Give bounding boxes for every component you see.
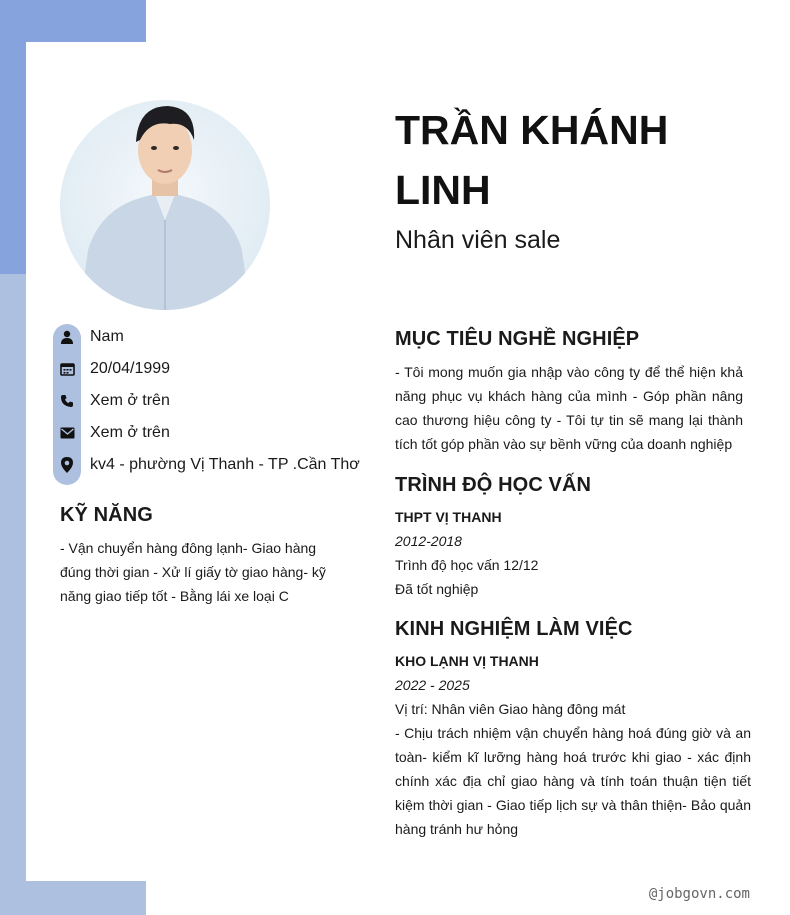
skills-title: KỸ NĂNG <box>60 504 153 526</box>
decor-bar-left-dark <box>0 42 26 274</box>
contact-phone-text: Xem ở trên <box>90 392 170 409</box>
experience-description: - Chịu trách nhiệm vận chuyển hàng hoá đúng giờ và an toàn- kiểm kĩ lưỡng hàng hoá trước khi giao - xác định chính xác địa chỉ giao hàng và tính toán thuận tiện tiết kiệm thời gian - Giao tiếp lịch sự và thân thiện- Bảo quản hàng tránh hư hỏng <box>395 725 751 837</box>
phone-icon <box>53 385 81 417</box>
education-school: THPT VỊ THANH <box>395 509 502 525</box>
education-period: 2012-2018 <box>395 533 462 549</box>
contact-address <box>53 449 363 481</box>
user-icon <box>53 321 81 353</box>
avatar-photo <box>60 100 270 310</box>
watermark-text: @jobgovn.com <box>648 886 750 902</box>
education-status: Đã tốt nghiệp <box>395 581 479 597</box>
location-pin-icon <box>53 449 81 481</box>
contact-gender <box>53 321 363 353</box>
avatar <box>60 100 270 310</box>
candidate-name: TRẦN KHÁNH LINH <box>395 107 669 213</box>
candidate-job-title: Nhân viên sale <box>395 226 561 254</box>
decor-bar-bottom <box>0 881 146 915</box>
experience-title: KINH NGHIỆM LÀM VIỆC <box>395 618 633 640</box>
decor-bar-left-light <box>0 274 26 881</box>
objective-title: MỤC TIÊU NGHỀ NGHIỆP <box>395 328 640 350</box>
contact-birthday <box>53 353 363 385</box>
objective-text: - Tôi mong muốn gia nhập vào công ty để thể hiện khả năng phục vụ khách hàng của mình - Góp phần nâng cao thương hiệu công ty - Tôi tự tin sẽ mang lại thành tích tốt góp phần vào sự bềnh vững của doanh nghiệp <box>395 364 743 452</box>
contact-phone <box>53 385 363 417</box>
experience-period: 2022 - 2025 <box>395 677 470 693</box>
contact-gender-text: Nam <box>90 328 124 345</box>
mail-icon <box>53 417 81 449</box>
contact-address-text: kv4 - phường Vị Thanh - TP .Cần Thơ <box>90 456 360 473</box>
skills-text: - Vận chuyển hàng đông lạnh- Giao hàng đúng thời gian - Xử lí giấy tờ giao hàng- kỹ năng giao tiếp tốt - Bằng lái xe loại C <box>60 540 326 604</box>
contact-birthday-text: 20/04/1999 <box>90 360 171 377</box>
contact-email <box>53 417 363 449</box>
decor-bar-top <box>0 0 146 42</box>
education-title: TRÌNH ĐỘ HỌC VẤN <box>395 474 592 496</box>
experience-company: KHO LẠNH VỊ THANH <box>395 653 539 669</box>
education-entry <box>395 505 751 601</box>
calendar-icon <box>53 353 81 385</box>
experience-entry <box>395 649 751 841</box>
education-level: Trình độ học vấn 12/12 <box>395 557 539 573</box>
contact-email-text: Xem ở trên <box>90 424 170 441</box>
experience-position: Vị trí: Nhân viên Giao hàng đông mát <box>395 701 626 717</box>
